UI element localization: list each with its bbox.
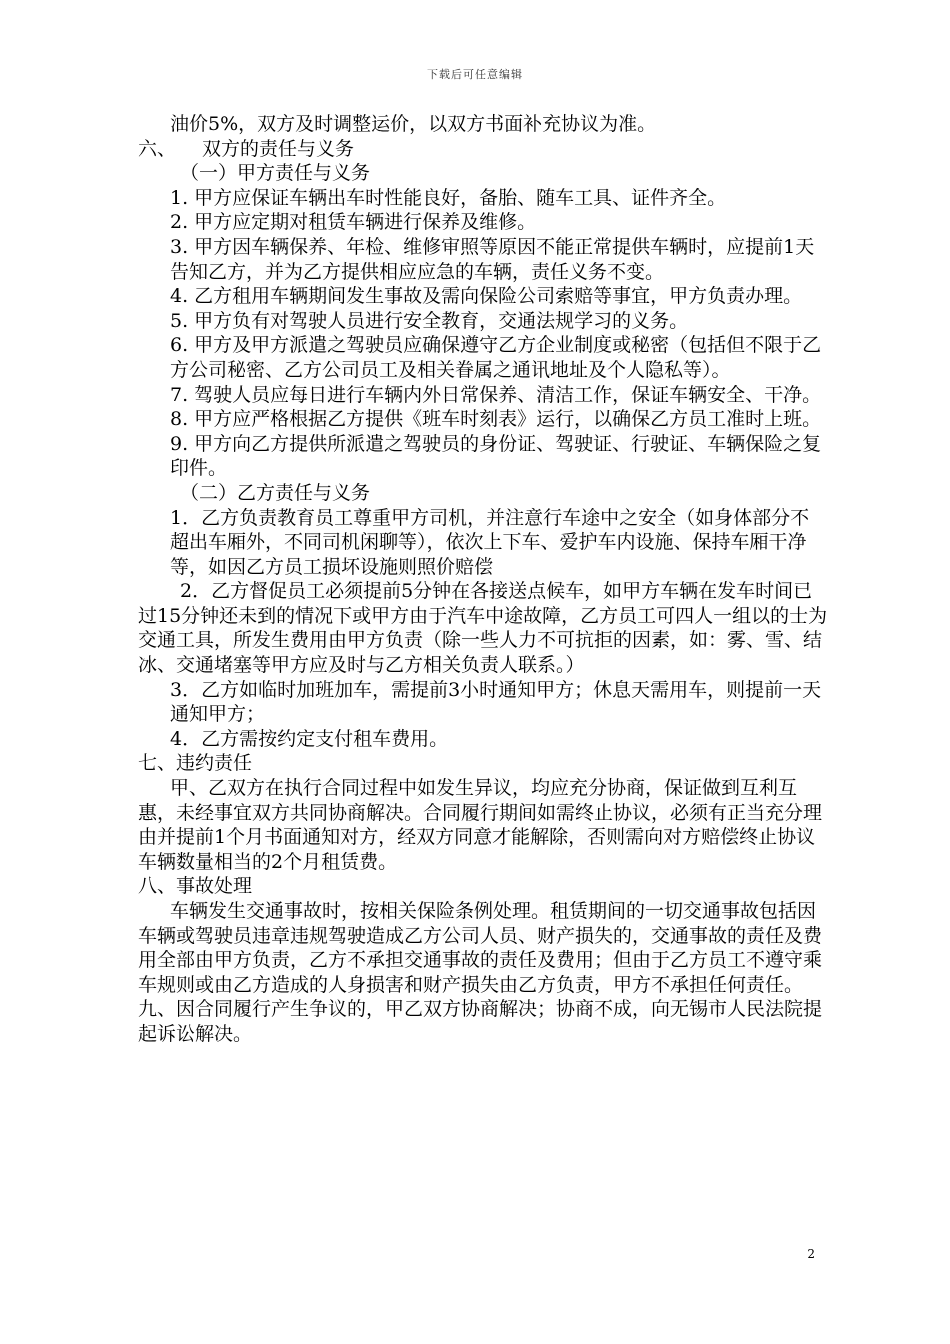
section-6-title: 双方的责任与义务 <box>202 137 355 160</box>
party-a-item-9: 9. 甲方向乙方提供所派遣之驾驶员的身份证、驾驶证、行驶证、车辆保险之复印件。 <box>170 432 822 480</box>
subsection-party-a-heading: （一）甲方责任与义务 <box>180 162 371 185</box>
section-6-heading <box>138 137 828 162</box>
party-a-item-5: 5. 甲方负有对驾驶人员进行安全教育，交通法规学习的义务。 <box>170 309 689 332</box>
party-b-item-4: 4．乙方需按约定支付租车费用。 <box>170 727 449 750</box>
section-7-heading: 七、违约责任 <box>138 752 253 775</box>
paragraph-fuel-price: 油价5%，双方及时调整运价，以双方书面补充协议为准。 <box>170 113 657 135</box>
section-8-heading: 八、事故处理 <box>138 875 253 898</box>
section-6-number: 六、 <box>138 137 177 160</box>
subsection-party-b-heading: （二）乙方责任与义务 <box>180 481 371 504</box>
party-a-item-4: 4. 乙方租用车辆期间发生事故及需向保险公司索赔等事宜，甲方负责办理。 <box>170 285 803 308</box>
party-a-item-2: 2. 甲方应定期对租赁车辆进行保养及维修。 <box>170 211 537 234</box>
party-b-item-3: 3．乙方如临时加班加车，需提前3小时通知甲方；休息天需用车，则提前一天通知甲方； <box>170 678 822 726</box>
party-b-item-2: 2．乙方督促员工必须提前5分钟在各接送点候车，如甲方车辆在发车时间已过15分钟还未到的情况下或甲方由于汽车中途故障，乙方员工可四人一组以的士为交通工具，所发生费用由甲方负责（除一些人力不可抗拒的因素，如：雾、雪、结冰、交通堵塞等甲方应及时与乙方相关负责人联系。） <box>138 580 828 677</box>
section-8-body: 车辆发生交通事故时，按相关保险条例处理。租赁期间的一切交通事故包括因车辆或驾驶员违章违规驾驶造成乙方公司人员、财产损失的，交通事故的责任及费用全部由甲方负责，乙方不承担交通事故的责任及费用；但由于乙方员工不遵守乘车规则或由乙方造成的人身损害和财产损失由乙方负责，甲方不承担任何责任。 <box>138 900 823 996</box>
party-a-item-1: 1. 甲方应保证车辆出车时性能良好，备胎、随车工具、证件齐全。 <box>170 186 727 209</box>
party-a-item-8: 8. 甲方应严格根据乙方提供《班车时刻表》运行，以确保乙方员工准时上班。 <box>170 408 822 431</box>
party-a-item-7: 7. 驾驶人员应每日进行车辆内外日常保养、清洁工作，保证车辆安全、干净。 <box>170 383 822 406</box>
section-9-paragraph: 九、因合同履行产生争议的，甲乙双方协商解决；协商不成，向无锡市人民法院提起诉讼解决。 <box>138 998 823 1045</box>
page-number: 2 <box>807 1247 815 1261</box>
section-7-body: 甲、乙双方在执行合同过程中如发生异议，均应充分协商，保证做到互利互惠，未经事宜双方共同协商解决。合同履行期间如需终止协议，必须有正当充分理由并提前1个月书面通知对方，经双方同意才能解除，否则需向对方赔偿终止协议车辆数量相当的2个月租赁费。 <box>138 777 823 873</box>
party-b-item-1: 1．乙方负责教育员工尊重甲方司机，并注意行车途中之安全（如身体部分不超出车厢外，不同司机闲聊等），依次上下车、爱护车内设施、保持车厢干净等，如因乙方员工损坏设施则照价赔偿 <box>170 506 810 578</box>
document-body <box>138 112 828 1047</box>
party-a-item-3: 3. 甲方因车辆保养、年检、维修审照等原因不能正常提供车辆时，应提前1天告知乙方，并为乙方提供相应应急的车辆，责任义务不变。 <box>170 235 815 283</box>
party-a-item-6: 6. 甲方及甲方派遣之驾驶员应确保遵守乙方企业制度或秘密（包括但不限于乙方公司秘密、乙方公司员工及相关眷属之通讯地址及个人隐私等）。 <box>170 334 822 381</box>
page-header: 下载后可任意编辑 <box>427 68 523 81</box>
